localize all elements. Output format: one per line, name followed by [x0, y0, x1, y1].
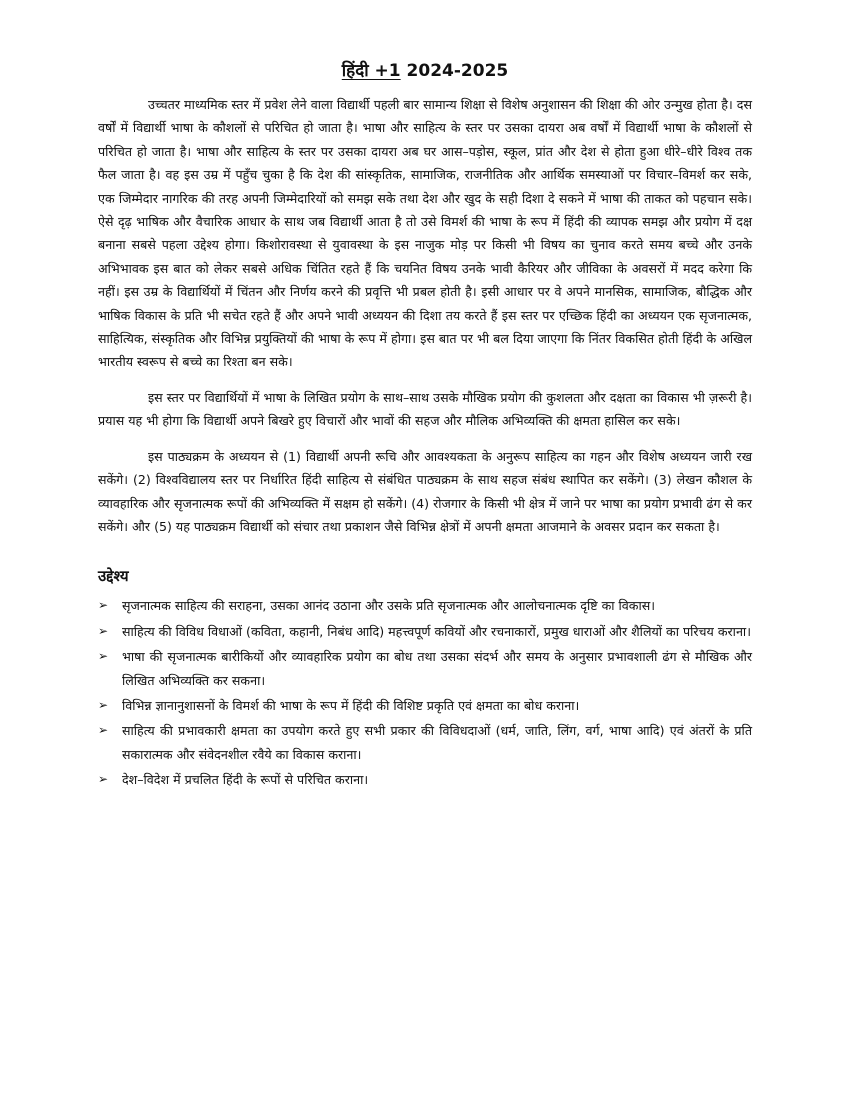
arrow-bullet-icon: ➢ — [98, 623, 109, 638]
arrow-bullet-icon: ➢ — [98, 772, 109, 787]
list-item — [98, 620, 752, 643]
title-year: 2024-2025 — [406, 61, 509, 81]
objectives-list — [98, 594, 752, 791]
objective-text: सृजनात्मक साहित्य की सराहना, उसका आनंद उठाना और उसके प्रति सृजनात्मक और आलोचनात्मक दृष्टि का विकास। — [122, 598, 656, 614]
arrow-bullet-icon: ➢ — [98, 649, 109, 664]
list-item — [98, 645, 752, 692]
arrow-bullet-icon: ➢ — [98, 697, 109, 712]
oral-skills-paragraph: इस स्तर पर विद्यार्थियों में भाषा के लिखित प्रयोग के साथ–साथ उसके मौखिक प्रयोग की कुशलता और दक्षता का विकास भी ज़रूरी है। प्रयास यह भी होगा कि विद्यार्थी अपने बिखरे हुए विचारों और भावों की सहज और मौलिक अभिव्यक्ति की क्षमता हासिल कर सके। — [98, 389, 752, 429]
list-item — [98, 594, 752, 617]
objective-text: भाषा की सृजनात्मक बारीकियों और व्यावहारिक प्रयोग का बोध तथा उसका संदर्भ और समय के अनुसार प्रभावशाली ढंग से मौखिक और लिखित अभिव्यक्ति कर सकना। — [122, 649, 752, 688]
list-item — [98, 694, 752, 717]
objective-text: विभिन्न ज्ञानानुशासनों के विमर्श की भाषा के रूप में हिंदी की विशिष्ट प्रकृति एवं क्षमता का बोध कराना। — [122, 697, 580, 713]
title-hindi: हिंदी +1 — [341, 61, 401, 81]
list-item — [98, 719, 752, 766]
objective-text: साहित्य की प्रभावकारी क्षमता का उपयोग करते हुए सभी प्रकार की विविधदाओं (धर्म, जाति, लिंग, वर्ग, भाषा आदि) एवं अंतरों के प्रति सकारात्मक और संवेदनशील रवैये का विकास कराना। — [122, 723, 752, 762]
list-item — [98, 768, 752, 791]
objectives-heading: उद्देश्य — [98, 567, 129, 586]
page-title — [98, 58, 752, 81]
objective-text: देश–विदेश में प्रचलित हिंदी के रूपों से परिचित कराना। — [122, 772, 369, 788]
curriculum-outcomes-paragraph: इस पाठ्यक्रम के अध्ययन से (1) विद्यार्थी अपनी रूचि और आवश्यकता के अनुरूप साहित्य का गहन और विशेष अध्ययन जारी रख सकेंगे। (2) विश्वविद्यालय स्तर पर निर्धारित हिंदी साहित्य से संबंधित पाठ्यक्रम के साथ सहज संबंध स्थापित कर सकेंगे। (3) लेखन कौशल के व्यावहारिक और सृजनात्मक रूपों की अभिव्यक्ति में सक्षम हो सकेंगे। (4) रोजगार के किसी भी क्षेत्र में जाने पर भाषा का प्रयोग प्रभावी ढंग से कर सकेंगे। और (5) यह पाठ्यक्रम विद्यार्थी को संचार तथा प्रकाशन जैसे विभिन्न क्षेत्रों में अपनी क्षमता आजमाने के अवसर प्रदान कर सकता है। — [98, 448, 752, 534]
arrow-bullet-icon: ➢ — [98, 723, 109, 738]
arrow-bullet-icon: ➢ — [98, 598, 109, 613]
objective-text: साहित्य की विविध विधाओं (कविता, कहानी, निबंध आदि) महत्त्वपूर्ण कवियों और रचनाकारों, प्रमुख धाराओं और शैलियों का परिचय कराना। — [122, 623, 751, 639]
intro-paragraph: उच्चतर माध्यमिक स्तर में प्रवेश लेने वाला विद्यार्थी पहली बार सामान्य शिक्षा से विशेष अनुशासन की शिक्षा की ओर उन्मुख होता है। दस वर्षों में विद्यार्थी भाषा के कौशलों से परिचित हो जाता है। भाषा और साहित्य के स्तर पर उसका दायरा अब वर्षों में विद्यार्थी भाषा के कौशलों से परिचित हो जाता है। भाषा और साहित्य के स्तर पर उसका दायरा अब घर आस–पड़ोस, स्कूल, प्रांत और देश से होता हुआ धीरे–धीरे विश्व तक फैल जाता है। वह इस उम्र में पहुँच चुका है कि देश की सांस्कृतिक, सामाजिक, राजनीतिक और आर्थिक समस्याओं पर विचार–विमर्श कर सके, एक जिम्मेदार नागरिक की तरह अपनी जिम्मेदारियों को समझ सके तथा देश और खुद के सही दिशा दे सकने में भाषा की ताकत को पहचान सके। ऐसे दृढ़ भाषिक और वैचारिक आधार के साथ जब विद्यार्थी आता है तो उसे विमर्श की भाषा के रूप में हिंदी की व्यापक समझ और प्रयोग में दक्ष बनाना सबसे पहला उद्देश्य होगा। किशोरावस्था से युवावस्था के इस नाजुक मोड़ पर किसी भी विषय का चुनाव करते समय बच्चे और उनके अभिभावक इस बात को लेकर सबसे अधिक चिंतित रहते हैं कि चयनित विषय उनके भावी कैरियर और जीविका के अवसरों में मदद करेगा कि नहीं। इस उम्र के विद्यार्थियों में चिंतन और निर्णय करने की प्रवृत्ति भी प्रबल होती है। इसी आधार पर वे अपने मानसिक, सामाजिक, बौद्धिक और भाषिक विकास के प्रति भी सचेत रहते हैं और अपने भावी अध्ययन की दिशा तय करते हैं इस स्तर पर एच्छिक हिंदी का अध्ययन एक सृजनात्मक, साहित्यिक, संस्कृतिक और विभिन्न प्रयुक्तियों की भाषा के रूप में होगा। इस बात पर भी बल दिया जाएगा कि निंतर विकसित होती हिंदी के अखिल भारतीय स्वरूप से बच्चे का रिश्ता बन सके। — [98, 97, 753, 370]
